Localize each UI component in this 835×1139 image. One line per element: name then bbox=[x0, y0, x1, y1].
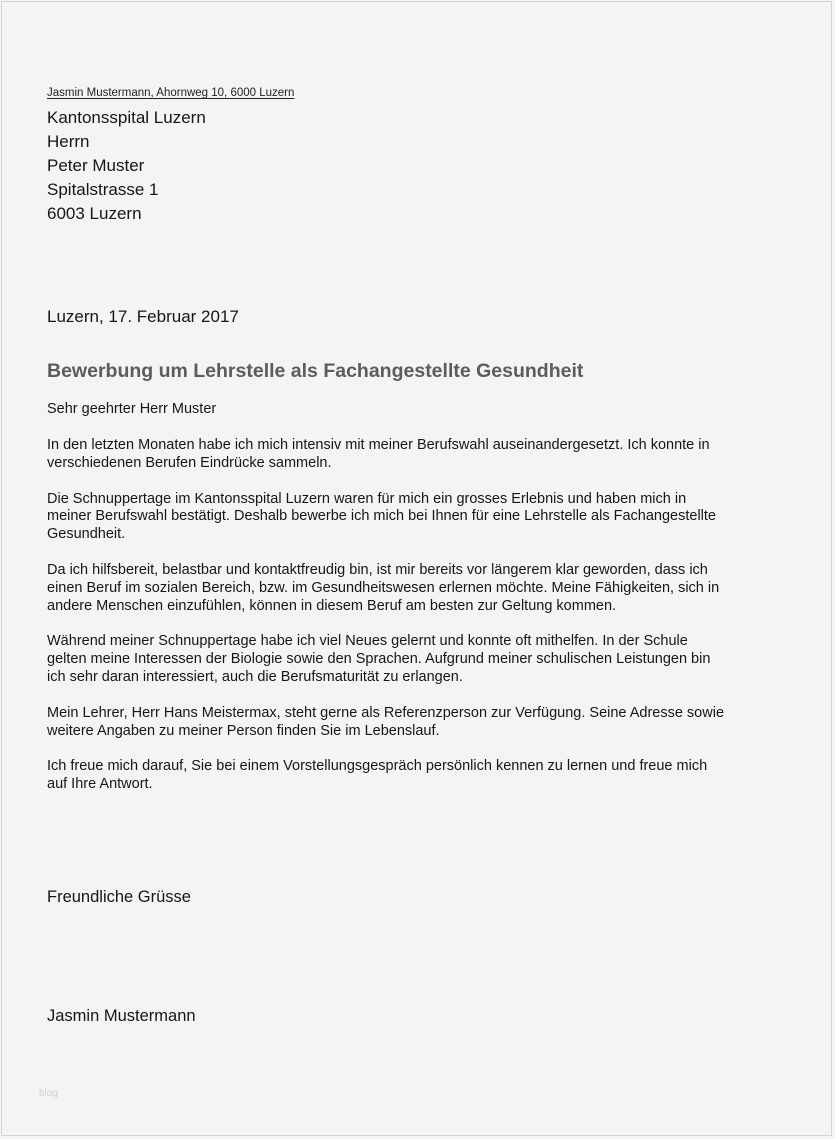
recipient-address bbox=[47, 106, 206, 226]
body-paragraph bbox=[47, 562, 787, 615]
body-paragraph bbox=[47, 705, 787, 741]
body-paragraph bbox=[47, 633, 787, 686]
recipient-line: Kantonsspital Luzern bbox=[47, 108, 206, 127]
salutation: Sehr geehrter Herr Muster bbox=[47, 401, 217, 417]
body-line: Gesundheit. bbox=[47, 526, 126, 543]
recipient-line: Spitalstrasse 1 bbox=[47, 180, 159, 199]
body-line: weitere Angaben zu meiner Person finden Sie im Lebenslauf. bbox=[47, 722, 440, 739]
body-line: meiner Berufswahl bestätigt. Deshalb bewerbe ich mich bei Ihnen für eine Lehrstelle als Fachangestellte bbox=[47, 508, 716, 525]
letter-date: Luzern, 17. Februar 2017 bbox=[47, 307, 239, 326]
letter-subject: Bewerbung um Lehrstelle als Fachangestellte Gesundheit bbox=[47, 360, 584, 382]
recipient-line: 6003 Luzern bbox=[47, 204, 142, 223]
body-line: ich sehr daran interessiert, auch die Berufsmaturität zu erlangen. bbox=[47, 668, 463, 685]
body-line: Da ich hilfsbereit, belastbar und kontaktfreudig bin, ist mir bereits vor längerem klar geworden, dass ich bbox=[47, 561, 708, 578]
sender-line: Jasmin Mustermann, Ahornweg 10, 6000 Luzern bbox=[47, 87, 295, 99]
body-line: gelten meine Interessen der Biologie sowie den Sprachen. Aufgrund meiner schulischen Leistungen bin bbox=[47, 651, 711, 668]
body-line: Während meiner Schnuppertage habe ich viel Neues gelernt und konnte oft mithelfen. In der Schule bbox=[47, 633, 688, 650]
body-line: andere Menschen einzufühlen, können in diesem Beruf am besten zur Geltung kommen. bbox=[47, 597, 617, 614]
closing: Freundliche Grüsse bbox=[47, 888, 191, 906]
signature: Jasmin Mustermann bbox=[47, 1007, 196, 1025]
recipient-line: Peter Muster bbox=[47, 156, 145, 175]
body-line: einen Beruf im sozialen Bereich, bzw. im Gesundheitswesen erlernen möchte. Meine Fähigkeiten, sich in bbox=[47, 579, 720, 596]
body-line: verschiedenen Berufen Eindrücke sammeln. bbox=[47, 454, 332, 471]
body-line: Ich freue mich darauf, Sie bei einem Vorstellungsgespräch persönlich kennen zu lernen und freue mich bbox=[47, 758, 708, 775]
letter-body bbox=[47, 437, 787, 812]
watermark: blog bbox=[39, 1088, 58, 1099]
body-line: Mein Lehrer, Herr Hans Meistermax, steht gerne als Referenzperson zur Verfügung. Seine Adresse sowie bbox=[47, 704, 725, 721]
body-line: In den letzten Monaten habe ich mich intensiv mit meiner Berufswahl auseinandergesetzt. Ich konnte in bbox=[47, 437, 710, 453]
body-line: auf Ihre Antwort. bbox=[47, 776, 153, 793]
body-paragraph bbox=[47, 758, 787, 794]
body-line: Die Schnuppertage im Kantonsspital Luzern waren für mich ein grosses Erlebnis und haben mich in bbox=[47, 490, 687, 507]
body-paragraph bbox=[47, 437, 787, 473]
recipient-line: Herrn bbox=[47, 132, 90, 151]
body-paragraph bbox=[47, 491, 787, 544]
